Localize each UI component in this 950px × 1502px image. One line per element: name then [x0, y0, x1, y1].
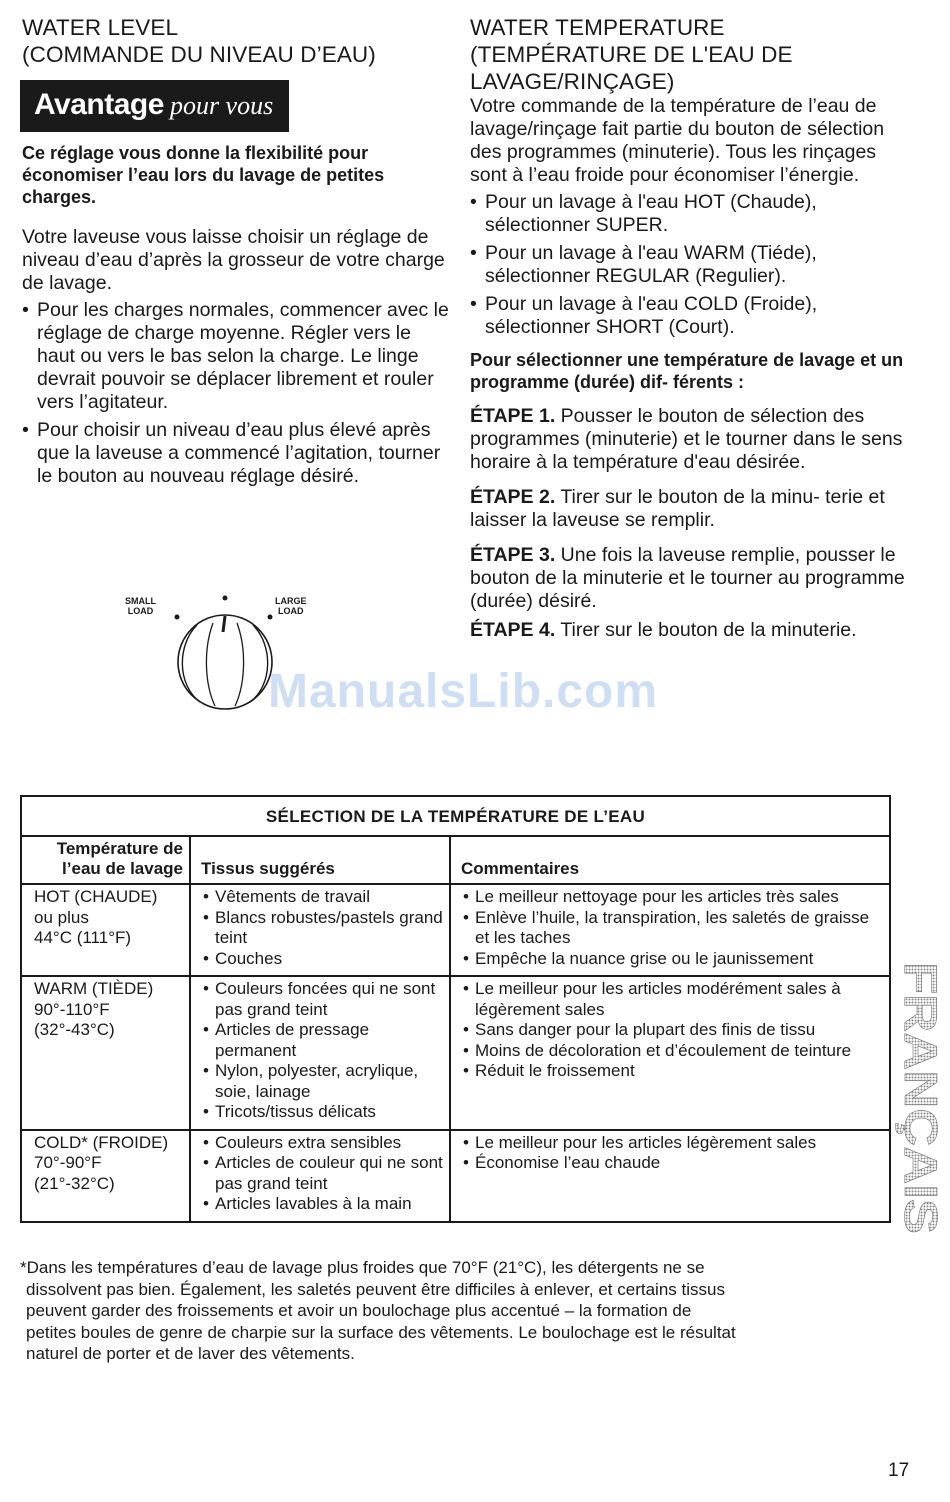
list-item: • Couleurs extra sensibles: [203, 1133, 443, 1154]
list-item: • Sans danger pour la plupart des finis de tissu: [463, 1020, 883, 1041]
step-text: Tirer sur le bouton de la minu- terie et laisser la laveuse se remplir.: [470, 486, 885, 531]
page-number: 17: [888, 1460, 910, 1481]
list-item: • Couches: [203, 949, 443, 970]
list-item: • Vêtements de travail: [203, 887, 443, 908]
step-4: [470, 619, 915, 642]
temp-line: WARM (TIÈDE): [34, 979, 154, 998]
water-level-heading-line2: (COMMANDE DU NIVEAU D’EAU): [22, 42, 376, 67]
badge-main-text: Avantage: [34, 88, 164, 121]
temp-line: 44°C (111°F): [34, 928, 132, 947]
list-item: • Enlève l’huile, la transpiration, les saletés de graisse et les taches: [463, 908, 883, 949]
water-level-paragraph: Votre laveuse vous laisse choisir un réglage de niveau d’eau d’après la grosseur de votre charge de lavage.: [22, 226, 445, 294]
list-item: • Pour choisir un niveau d’eau plus élevé après que la laveuse a commencé l’agitation, tourner le bouton au nouveau réglage désiré.: [22, 419, 450, 488]
table-row: [21, 884, 890, 976]
step-label: ÉTAPE 4.: [470, 619, 556, 641]
water-temp-heading-line1: WATER TEMPERATURE: [470, 15, 725, 40]
list-item: • Nylon, polyester, acrylique, soie, lainage: [203, 1061, 443, 1102]
language-side-tab-graphic: [893, 958, 949, 1238]
language-side-label: FRANÇAIS: [895, 962, 947, 1200]
water-temp-heading-line2: (TEMPÉRATURE DE L'EAU DE: [470, 42, 793, 67]
list-item: • Moins de décoloration et d’écoulement de teinture: [463, 1041, 883, 1062]
water-temperature-table: [20, 795, 889, 1223]
table-row: [21, 976, 890, 1130]
list-item: • Pour un lavage à l'eau HOT (Chaude), sélectionner SUPER.: [470, 191, 915, 237]
badge-italic-text: pour vous: [169, 91, 274, 120]
fabrics-cell: [190, 976, 450, 1130]
list-item: • Pour un lavage à l'eau COLD (Froide), sélectionner SHORT (Court).: [470, 293, 915, 339]
fabrics-cell: [190, 1130, 450, 1222]
small-load-label: [125, 596, 156, 616]
avantage-badge: [22, 82, 287, 130]
footnote-line: *Dans les températures d’eau de lavage plus froides que 70°F (21°C), les détergents ne se: [20, 1258, 705, 1277]
list-item: • Articles de couleur qui ne sont pas grand teint: [203, 1153, 443, 1194]
step-2: [470, 486, 915, 532]
list-item: • Tricots/tissus délicats: [203, 1102, 443, 1123]
large-load-line2: LOAD: [278, 606, 304, 616]
select-temp-bold-intro: Pour sélectionner une température de lavage et un programme (durée) dif- férents :: [470, 350, 904, 392]
small-load-line1: SMALL: [125, 596, 156, 606]
table-header-comments: Commentaires: [450, 836, 890, 884]
step-text: Une fois la laveuse remplie, pousser le bouton de la minuterie et le tourner au programme (durée) désiré.: [470, 544, 905, 612]
water-temperature-section: [470, 14, 915, 642]
table-row: [21, 1130, 890, 1222]
temp-cell: [21, 884, 190, 976]
list-item: • Le meilleur pour les articles modérément sales à légèrement sales: [463, 979, 883, 1020]
footnote-line: peuvent garder des froissements et avoir un boulochage plus accentué – la formation de: [26, 1301, 692, 1320]
list-item: • Pour les charges normales, commencer avec le réglage de charge moyenne. Régler vers le haut ou vers le bas selon la charge. Le linge devrait pouvoir se déplacer librement et rouler vers l’agitateur.: [22, 299, 450, 414]
comments-cell: [450, 976, 890, 1130]
water-level-bullets: [22, 299, 450, 488]
list-item: • Réduit le froissement: [463, 1061, 883, 1082]
small-load-line2: LOAD: [127, 606, 154, 616]
table-header-temp: Température de l’eau de lavage: [21, 836, 190, 884]
large-load-label: [275, 596, 307, 616]
step-3: [470, 544, 915, 613]
step-label: ÉTAPE 3.: [470, 544, 556, 566]
temp-cell: [21, 976, 190, 1130]
temp-line: (32°-43°C): [34, 1020, 115, 1039]
list-item: • Articles lavables à la main: [203, 1194, 443, 1215]
footnote-line: dissolvent pas bien. Également, les saletés peuvent être difficiles à enlever, et certains tissus: [26, 1279, 725, 1299]
comments-cell: [450, 1130, 890, 1222]
table-title: SÉLECTION DE LA TEMPÉRATURE DE L’EAU: [21, 796, 890, 836]
water-temp-bullets: [470, 191, 915, 339]
step-label: ÉTAPE 1.: [470, 405, 556, 427]
list-item: • Couleurs foncées qui ne sont pas grand teint: [203, 979, 443, 1020]
step-label: ÉTAPE 2.: [470, 486, 556, 508]
step-text: Pousser le bouton de sélection des programmes (minuterie) et le tourner dans le sens horaire à la température d'eau désirée.: [470, 405, 903, 473]
list-item: • Empêche la nuance grise ou le jaunissement: [463, 949, 883, 970]
list-item: • Économise l’eau chaude: [463, 1153, 883, 1174]
list-item: • Le meilleur nettoyage pour les articles très sales: [463, 887, 883, 908]
list-item: • Le meilleur pour les articles légèrement sales: [463, 1133, 883, 1154]
water-level-heading-line1: WATER LEVEL: [22, 15, 179, 40]
water-level-section: [22, 14, 450, 493]
large-load-line1: LARGE: [275, 596, 307, 606]
watermark: ManualsLib.com: [268, 665, 659, 718]
step-1: [470, 405, 915, 474]
temp-line: HOT (CHAUDE): [34, 887, 158, 906]
footnote-line: naturel de porter et de laver des vêtements.: [26, 1344, 355, 1363]
fabrics-cell: [190, 884, 450, 976]
temp-line: COLD* (FROIDE): [34, 1132, 169, 1152]
list-item: • Articles de pressage permanent: [203, 1020, 443, 1061]
comments-cell: [450, 884, 890, 976]
temp-line: 70°-90°F: [34, 1153, 102, 1172]
temp-line: 90°-110°F: [34, 999, 110, 1019]
table-header-fabrics: Tissus suggérés: [190, 836, 450, 884]
footnote: [20, 1257, 900, 1365]
water-temp-paragraph: Votre commande de la température de l’eau de lavage/rinçage fait partie du bouton de sélection des programmes (minuterie). Tous les rinçages sont à l’eau froide pour économiser l’énergie.: [470, 95, 885, 186]
water-temp-heading-line3: LAVAGE/RINÇAGE): [470, 69, 675, 94]
water-level-bold-intro: Ce réglage vous donne la flexibilité pour économiser l’eau lors du lavage de petites charges.: [22, 143, 385, 207]
temp-line: ou plus: [34, 907, 89, 927]
list-item: • Blancs robustes/pastels grand teint: [203, 908, 443, 949]
language-side-tab: [893, 958, 949, 1238]
step-text: Tirer sur le bouton de la minuterie.: [555, 619, 857, 641]
footnote-line: petites boules de genre de charpie sur la surface des vêtements. Le boulochage est le résultat: [26, 1322, 736, 1342]
temp-line: (21°-32°C): [34, 1173, 115, 1193]
list-item: • Pour un lavage à l'eau WARM (Tiéde), sélectionner REGULAR (Regulier).: [470, 242, 915, 288]
temp-cell: [21, 1130, 190, 1222]
